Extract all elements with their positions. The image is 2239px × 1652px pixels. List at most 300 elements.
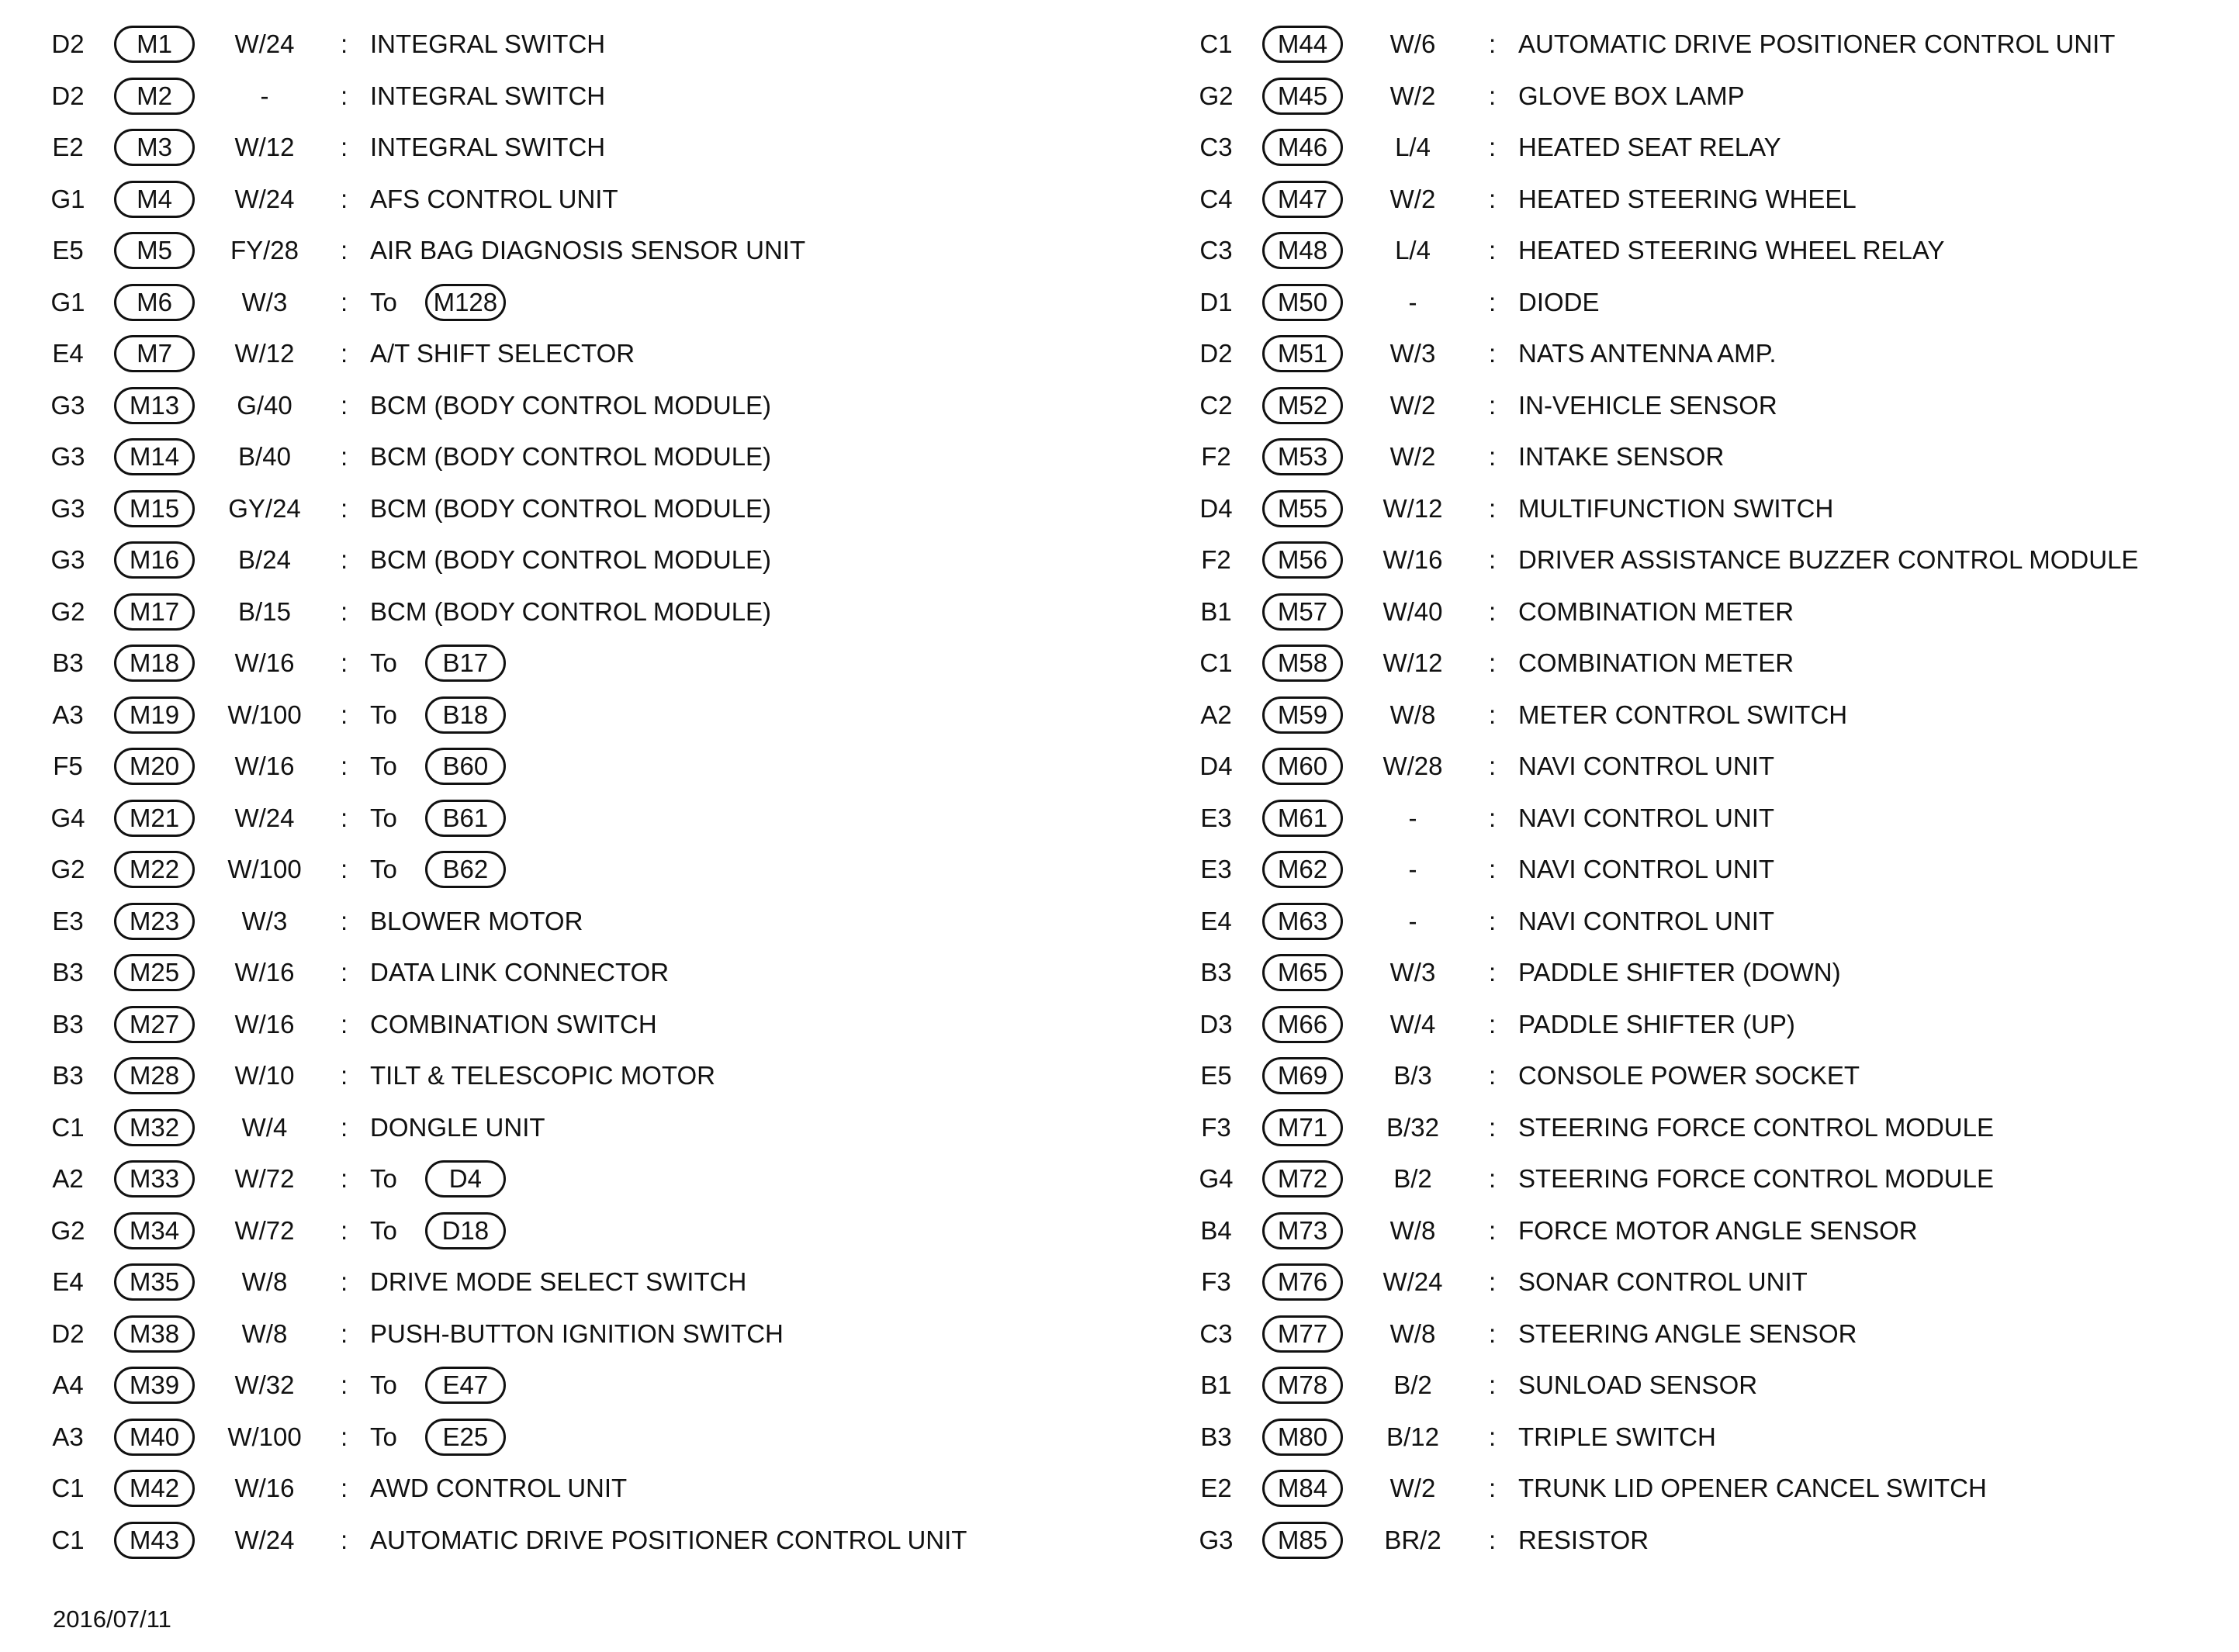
footer-date: 2016/07/11 (53, 1605, 171, 1633)
connector-description: HEATED STEERING WHEEL (1518, 184, 1857, 213)
colon-separator: : (341, 1164, 348, 1194)
colon-separator: : (341, 1370, 348, 1400)
connector-description: METER CONTROL SWITCH (1518, 700, 1848, 729)
table-row (31, 277, 1148, 329)
colon-separator: : (1489, 803, 1497, 832)
colon-separator: : (1489, 1318, 1497, 1348)
connector-badge: M39 (114, 1367, 195, 1404)
wire-spec: W/16 (234, 1009, 295, 1039)
connector-badge: M5 (114, 232, 195, 269)
table-row (1179, 793, 2219, 845)
grid-ref: D2 (51, 29, 85, 59)
connector-description: CONSOLE POWER SOCKET (1518, 1061, 1860, 1090)
connector-badge: M76 (1262, 1263, 1343, 1301)
connector-badge: M23 (114, 903, 195, 940)
connector-badge: M43 (114, 1522, 195, 1559)
connector-description: DRIVER ASSISTANCE BUZZER CONTROL MODULE (1518, 545, 2139, 575)
connector-badge: M48 (1262, 232, 1343, 269)
target-connector-badge: B62 (425, 851, 506, 888)
table-row (31, 1102, 1148, 1154)
connector-description: STEERING FORCE CONTROL MODULE (1518, 1112, 1994, 1142)
connector-description: BCM (BODY CONTROL MODULE) (370, 493, 772, 523)
grid-ref: B4 (1200, 1215, 1232, 1245)
colon-separator: : (341, 545, 348, 575)
to-label: To (370, 855, 397, 884)
wire-spec: W/12 (234, 339, 295, 368)
connector-description (370, 1419, 506, 1456)
connector-description: HEATED STEERING WHEEL RELAY (1518, 236, 1945, 265)
connector-badge: M4 (114, 181, 195, 218)
wire-spec: W/40 (1383, 596, 1443, 626)
connector-badge: M6 (114, 284, 195, 321)
wire-spec: B/32 (1386, 1112, 1439, 1142)
connector-description: AUTOMATIC DRIVE POSITIONER CONTROL UNIT (370, 1525, 967, 1554)
connector-badge: M19 (114, 696, 195, 734)
connector-description: DONGLE UNIT (370, 1112, 545, 1142)
connector-description: GLOVE BOX LAMP (1518, 81, 1745, 110)
connector-description: STEERING FORCE CONTROL MODULE (1518, 1164, 1994, 1194)
wire-spec: W/8 (1389, 1215, 1436, 1245)
connector-badge: M2 (114, 78, 195, 115)
connector-badge: M85 (1262, 1522, 1343, 1559)
connector-description: DIODE (1518, 287, 1600, 316)
wire-spec: W/24 (234, 184, 295, 213)
grid-ref: A2 (1200, 700, 1232, 729)
colon-separator: : (1489, 1370, 1497, 1400)
grid-ref: G1 (50, 184, 85, 213)
grid-ref: B1 (1200, 596, 1232, 626)
connector-description: DRIVE MODE SELECT SWITCH (370, 1267, 747, 1297)
wire-spec: GY/24 (228, 493, 301, 523)
connector-description: SONAR CONTROL UNIT (1518, 1267, 1808, 1297)
wire-spec: W/24 (234, 803, 295, 832)
left-connector-list (31, 19, 1148, 1566)
connector-badge: M53 (1262, 438, 1343, 475)
connector-badge: M62 (1262, 851, 1343, 888)
colon-separator: : (1489, 339, 1497, 368)
wire-spec: W/12 (234, 133, 295, 162)
wire-spec: W/8 (241, 1318, 288, 1348)
connector-description: MULTIFUNCTION SWITCH (1518, 493, 1834, 523)
table-row (1179, 431, 2219, 483)
target-connector-badge: D18 (425, 1212, 506, 1249)
colon-separator: : (1489, 1215, 1497, 1245)
grid-ref: E2 (1200, 1474, 1232, 1503)
connector-badge: M15 (114, 490, 195, 527)
table-row (31, 1515, 1148, 1567)
grid-ref: G3 (50, 493, 85, 523)
connector-badge: M73 (1262, 1212, 1343, 1249)
to-label: To (370, 1370, 397, 1400)
connector-badge: M80 (1262, 1419, 1343, 1456)
table-row (1179, 1153, 2219, 1205)
connector-description: AUTOMATIC DRIVE POSITIONER CONTROL UNIT (1518, 29, 2116, 59)
wire-spec: W/8 (1389, 700, 1436, 729)
table-row (1179, 1360, 2219, 1412)
colon-separator: : (341, 81, 348, 110)
wire-spec: L/4 (1395, 133, 1431, 162)
colon-separator: : (1489, 1164, 1497, 1194)
connector-badge: M51 (1262, 335, 1343, 372)
grid-ref: E3 (1200, 803, 1232, 832)
table-row (31, 1205, 1148, 1257)
grid-ref: C1 (1199, 648, 1233, 678)
grid-ref: C1 (1199, 29, 1233, 59)
connector-badge: M27 (114, 1006, 195, 1043)
to-label: To (370, 1164, 397, 1194)
wire-spec: B/2 (1393, 1164, 1432, 1194)
wire-spec: B/2 (1393, 1370, 1432, 1400)
colon-separator: : (1489, 493, 1497, 523)
colon-separator: : (1489, 1474, 1497, 1503)
grid-ref: C3 (1199, 1318, 1233, 1348)
table-row (31, 844, 1148, 896)
wire-spec: - (260, 81, 269, 110)
connector-description: INTEGRAL SWITCH (370, 133, 606, 162)
wire-spec: G/40 (237, 390, 292, 420)
table-row (1179, 174, 2219, 226)
connector-badge: M34 (114, 1212, 195, 1249)
connector-badge: M56 (1262, 541, 1343, 579)
grid-ref: E2 (52, 133, 84, 162)
connector-description: PADDLE SHIFTER (UP) (1518, 1009, 1795, 1039)
table-row (31, 483, 1148, 535)
grid-ref: G1 (50, 287, 85, 316)
wire-spec: L/4 (1395, 236, 1431, 265)
to-label: To (370, 700, 397, 729)
colon-separator: : (1489, 855, 1497, 884)
colon-separator: : (341, 1525, 348, 1554)
connector-badge: M14 (114, 438, 195, 475)
grid-ref: A3 (52, 1422, 84, 1451)
colon-separator: : (341, 1318, 348, 1348)
connector-description: COMBINATION METER (1518, 596, 1794, 626)
connector-description: A/T SHIFT SELECTOR (370, 339, 635, 368)
grid-ref: G4 (1199, 1164, 1234, 1194)
wire-spec: W/24 (1383, 1267, 1443, 1297)
grid-ref: G3 (50, 390, 85, 420)
colon-separator: : (341, 648, 348, 678)
colon-separator: : (341, 390, 348, 420)
colon-separator: : (1489, 700, 1497, 729)
colon-separator: : (341, 906, 348, 935)
colon-separator: : (1489, 29, 1497, 59)
connector-badge: M52 (1262, 387, 1343, 424)
grid-ref: B3 (1200, 958, 1232, 987)
table-row (31, 586, 1148, 638)
connector-badge: M71 (1262, 1109, 1343, 1146)
colon-separator: : (341, 1112, 348, 1142)
to-label: To (370, 1422, 397, 1451)
connector-description: TRIPLE SWITCH (1518, 1422, 1716, 1451)
wire-spec: B/12 (1386, 1422, 1439, 1451)
table-row (1179, 1256, 2219, 1308)
grid-ref: F3 (1201, 1267, 1231, 1297)
connector-description (370, 1160, 506, 1198)
wire-spec: W/2 (1389, 81, 1436, 110)
grid-ref: G2 (1199, 81, 1234, 110)
table-row (1179, 1412, 2219, 1464)
grid-ref: B3 (52, 648, 84, 678)
grid-ref: D3 (1199, 1009, 1233, 1039)
grid-ref: G4 (50, 803, 85, 832)
connector-badge: M18 (114, 645, 195, 682)
grid-ref: C2 (1199, 390, 1233, 420)
table-row (31, 947, 1148, 999)
grid-ref: G3 (50, 545, 85, 575)
connector-badge: M40 (114, 1419, 195, 1456)
connector-badge: M13 (114, 387, 195, 424)
colon-separator: : (1489, 81, 1497, 110)
connector-description (370, 645, 506, 682)
table-row (1179, 638, 2219, 689)
connector-badge: M42 (114, 1470, 195, 1507)
colon-separator: : (341, 133, 348, 162)
table-row (31, 1153, 1148, 1205)
connector-badge: M35 (114, 1263, 195, 1301)
grid-ref: G2 (50, 596, 85, 626)
colon-separator: : (1489, 596, 1497, 626)
table-row (1179, 328, 2219, 380)
grid-ref: D2 (51, 81, 85, 110)
table-row (31, 793, 1148, 845)
wire-spec: W/24 (234, 1525, 295, 1554)
colon-separator: : (1489, 1061, 1497, 1090)
connector-badge: M78 (1262, 1367, 1343, 1404)
grid-ref: A4 (52, 1370, 84, 1400)
table-row (31, 431, 1148, 483)
connector-badge: M21 (114, 800, 195, 837)
colon-separator: : (341, 1422, 348, 1451)
table-row (1179, 71, 2219, 123)
target-connector-badge: B18 (425, 696, 506, 734)
colon-separator: : (1489, 1009, 1497, 1039)
connector-description: INTEGRAL SWITCH (370, 81, 606, 110)
connector-badge: M50 (1262, 284, 1343, 321)
wire-spec: B/3 (1393, 1061, 1432, 1090)
grid-ref: B3 (52, 1061, 84, 1090)
table-row (1179, 1102, 2219, 1154)
wire-spec: W/16 (234, 752, 295, 781)
colon-separator: : (1489, 648, 1497, 678)
connector-description (370, 284, 506, 321)
wire-spec: BR/2 (1384, 1525, 1441, 1554)
grid-ref: E5 (1200, 1061, 1232, 1090)
wire-spec: W/28 (1383, 752, 1443, 781)
connector-badge: M47 (1262, 181, 1343, 218)
table-row (1179, 534, 2219, 586)
colon-separator: : (341, 1215, 348, 1245)
colon-separator: : (1489, 906, 1497, 935)
to-label: To (370, 648, 397, 678)
connector-description: BCM (BODY CONTROL MODULE) (370, 596, 772, 626)
grid-ref: G3 (1199, 1525, 1234, 1554)
table-row (31, 1360, 1148, 1412)
connector-description: INTAKE SENSOR (1518, 442, 1725, 472)
grid-ref: B3 (1200, 1422, 1232, 1451)
colon-separator: : (1489, 545, 1497, 575)
target-connector-badge: E47 (425, 1367, 506, 1404)
table-row (1179, 896, 2219, 948)
wire-spec: W/3 (241, 287, 288, 316)
to-label: To (370, 287, 397, 316)
colon-separator: : (1489, 1422, 1497, 1451)
table-row (31, 999, 1148, 1051)
colon-separator: : (341, 855, 348, 884)
colon-separator: : (341, 1474, 348, 1503)
grid-ref: G2 (50, 855, 85, 884)
wire-spec: W/2 (1389, 442, 1436, 472)
wire-spec: W/8 (241, 1267, 288, 1297)
wire-spec: W/16 (1383, 545, 1443, 575)
connector-badge: M57 (1262, 593, 1343, 631)
target-connector-badge: E25 (425, 1419, 506, 1456)
table-row (1179, 689, 2219, 741)
to-label: To (370, 752, 397, 781)
connector-description: IN-VEHICLE SENSOR (1518, 390, 1777, 420)
table-row (31, 71, 1148, 123)
to-label: To (370, 803, 397, 832)
grid-ref: A2 (52, 1164, 84, 1194)
table-row (31, 1256, 1148, 1308)
colon-separator: : (341, 752, 348, 781)
connector-description: TILT & TELESCOPIC MOTOR (370, 1061, 715, 1090)
table-row (1179, 1515, 2219, 1567)
grid-ref: C4 (1199, 184, 1233, 213)
wire-spec: W/12 (1383, 648, 1443, 678)
grid-ref: C1 (51, 1474, 85, 1503)
connector-badge: M22 (114, 851, 195, 888)
connector-badge: M44 (1262, 26, 1343, 63)
colon-separator: : (341, 493, 348, 523)
connector-badge: M59 (1262, 696, 1343, 734)
colon-separator: : (1489, 390, 1497, 420)
wire-spec: W/2 (1389, 1474, 1436, 1503)
table-row (1179, 277, 2219, 329)
table-row (31, 328, 1148, 380)
wire-spec: W/16 (234, 958, 295, 987)
connector-badge: M61 (1262, 800, 1343, 837)
table-row (1179, 741, 2219, 793)
colon-separator: : (1489, 1112, 1497, 1142)
connector-badge: M60 (1262, 748, 1343, 785)
table-row (31, 741, 1148, 793)
colon-separator: : (1489, 184, 1497, 213)
grid-ref: D1 (1199, 287, 1233, 316)
colon-separator: : (1489, 958, 1497, 987)
connector-badge: M55 (1262, 490, 1343, 527)
target-connector-badge: M128 (425, 284, 506, 321)
table-row (31, 638, 1148, 689)
wire-spec: W/32 (234, 1370, 295, 1400)
grid-ref: C3 (1199, 236, 1233, 265)
connector-badge: M7 (114, 335, 195, 372)
connector-badge: M69 (1262, 1057, 1343, 1094)
grid-ref: C3 (1199, 133, 1233, 162)
table-row (1179, 380, 2219, 432)
connector-description: AIR BAG DIAGNOSIS SENSOR UNIT (370, 236, 806, 265)
connector-badge: M45 (1262, 78, 1343, 115)
connector-badge: M16 (114, 541, 195, 579)
wire-spec: W/72 (234, 1215, 295, 1245)
target-connector-badge: B60 (425, 748, 506, 785)
colon-separator: : (341, 184, 348, 213)
connector-description: RESISTOR (1518, 1525, 1649, 1554)
colon-separator: : (341, 1061, 348, 1090)
table-row (31, 1412, 1148, 1464)
colon-separator: : (341, 29, 348, 59)
connector-description (370, 851, 506, 888)
to-label: To (370, 1215, 397, 1245)
connector-badge: M3 (114, 129, 195, 166)
wire-spec: W/100 (227, 1422, 302, 1451)
connector-description: NAVI CONTROL UNIT (1518, 855, 1775, 884)
colon-separator: : (1489, 287, 1497, 316)
table-row (31, 1463, 1148, 1515)
colon-separator: : (1489, 236, 1497, 265)
grid-ref: D2 (51, 1318, 85, 1348)
grid-ref: G2 (50, 1215, 85, 1245)
colon-separator: : (341, 803, 348, 832)
connector-description: TRUNK LID OPENER CANCEL SWITCH (1518, 1474, 1987, 1503)
colon-separator: : (1489, 1267, 1497, 1297)
grid-ref: C1 (51, 1525, 85, 1554)
table-row (31, 1308, 1148, 1360)
connector-badge: M65 (1262, 954, 1343, 991)
target-connector-badge: B61 (425, 800, 506, 837)
connector-description: HEATED SEAT RELAY (1518, 133, 1781, 162)
wire-spec: - (1408, 855, 1417, 884)
connector-badge: M58 (1262, 645, 1343, 682)
colon-separator: : (341, 1009, 348, 1039)
connector-description: NAVI CONTROL UNIT (1518, 906, 1775, 935)
connector-badge: M28 (114, 1057, 195, 1094)
colon-separator: : (341, 596, 348, 626)
connector-description (370, 1367, 506, 1404)
wire-spec: B/15 (238, 596, 291, 626)
table-row (1179, 483, 2219, 535)
connector-description: NAVI CONTROL UNIT (1518, 803, 1775, 832)
connector-description: STEERING ANGLE SENSOR (1518, 1318, 1857, 1348)
table-row (1179, 1205, 2219, 1257)
connector-badge: M84 (1262, 1470, 1343, 1507)
grid-ref: F2 (1201, 545, 1231, 575)
grid-ref: E3 (52, 906, 84, 935)
table-row (1179, 1050, 2219, 1102)
connector-description: SUNLOAD SENSOR (1518, 1370, 1758, 1400)
grid-ref: B3 (52, 958, 84, 987)
wire-spec: - (1408, 803, 1417, 832)
wire-spec: B/40 (238, 442, 291, 472)
wire-spec: - (1408, 287, 1417, 316)
colon-separator: : (341, 700, 348, 729)
grid-ref: B3 (52, 1009, 84, 1039)
connector-description (370, 800, 506, 837)
wire-spec: W/4 (1389, 1009, 1436, 1039)
connector-description: BCM (BODY CONTROL MODULE) (370, 390, 772, 420)
table-row (31, 174, 1148, 226)
table-row (1179, 586, 2219, 638)
connector-badge: M72 (1262, 1160, 1343, 1198)
grid-ref: E3 (1200, 855, 1232, 884)
grid-ref: F2 (1201, 442, 1231, 472)
wire-spec: W/16 (234, 648, 295, 678)
connector-description: PUSH-BUTTON IGNITION SWITCH (370, 1318, 784, 1348)
connector-description: COMBINATION METER (1518, 648, 1794, 678)
colon-separator: : (341, 287, 348, 316)
target-connector-badge: B17 (425, 645, 506, 682)
grid-ref: G3 (50, 442, 85, 472)
